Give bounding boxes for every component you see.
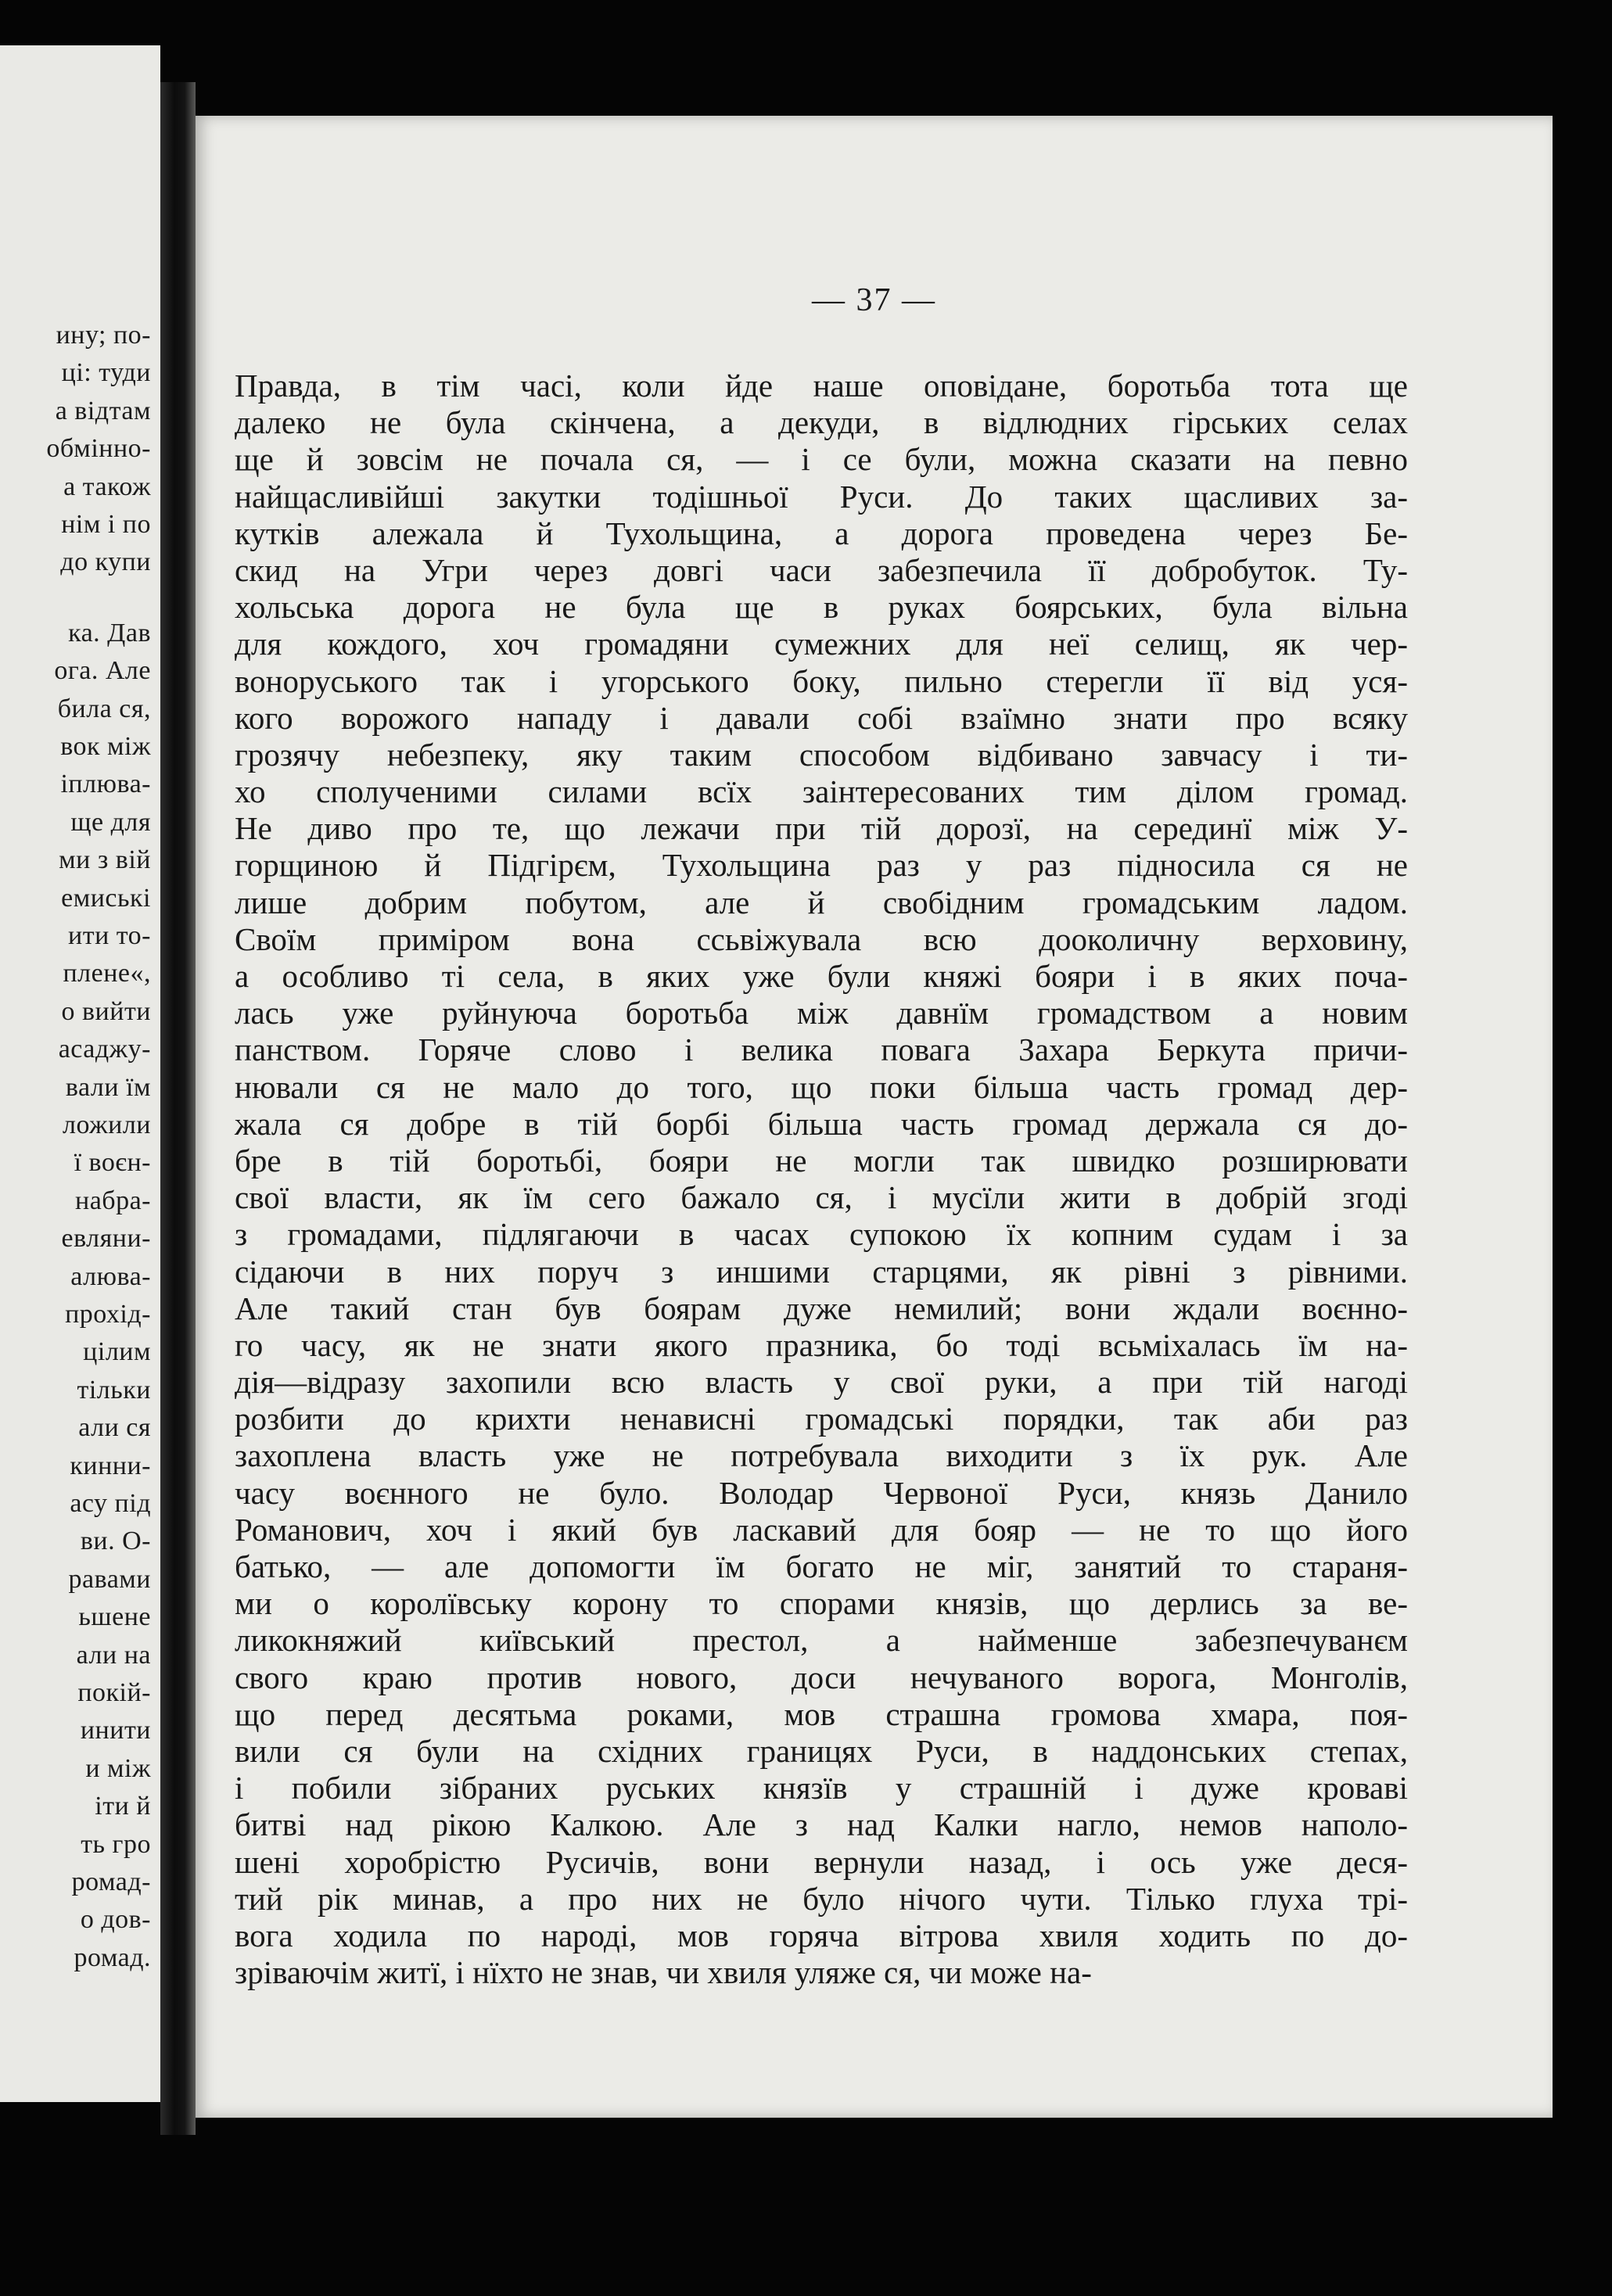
text-line: далеко не була скінчена, а декуди, в відлюдних гірських селах: [235, 404, 1408, 441]
text-line: ще й зовсім не почала ся, — і се були, можна сказати на певно: [235, 441, 1408, 478]
previous-page-line: ложили: [63, 1110, 151, 1139]
previous-page-line: и між: [85, 1753, 151, 1783]
previous-page-line: тільки: [77, 1375, 151, 1405]
text-line: лась уже руйнуюча боротьба між давнїм громадством а новим: [235, 995, 1408, 1031]
previous-page-line: цілим: [83, 1337, 151, 1367]
previous-page-line: ьшене: [78, 1602, 151, 1632]
text-line: хольська дорога не була ще в руках боярських, була вільна: [235, 589, 1408, 626]
previous-page-line: ї воєн-: [74, 1148, 151, 1178]
text-line: Не диво про те, що лежачи при тій дорозї, на серединї між У-: [235, 810, 1408, 847]
previous-page-line: равами: [68, 1564, 151, 1594]
text-line: лише добрим побутом, але й свобідним громадським ладом.: [235, 884, 1408, 920]
previous-page-line: ромад.: [74, 1943, 151, 1972]
previous-page-line: а відтам: [55, 396, 151, 425]
previous-page-line: евляни-: [61, 1224, 151, 1254]
text-line: захоплена власть уже не потребувала виходити з їх рук. Але: [235, 1437, 1408, 1474]
page-number: — 37 —: [812, 282, 936, 318]
text-line: свого краю против нового, доси нечуваного ворога, Монголів,: [235, 1659, 1408, 1695]
previous-page-line: инити: [80, 1716, 151, 1745]
previous-page-line: іплюва-: [60, 770, 151, 799]
previous-page-line: ину; по-: [56, 321, 151, 350]
page-body-text: [235, 368, 1408, 1991]
text-line: Але такий стан був боярам дуже немилий; вони ждали воєнно-: [235, 1290, 1408, 1326]
previous-page-line: ви. О-: [80, 1526, 151, 1556]
text-line: часу воєнного не було. Володар Червоної Руси, князь Данило: [235, 1474, 1408, 1511]
text-line: Своїм приміром вона ссьвіжувала всю дооколичну верховину,: [235, 920, 1408, 957]
previous-page-line: іти й: [95, 1792, 151, 1821]
previous-page-line: до купи: [60, 547, 151, 577]
previous-page-line: о вийти: [61, 996, 151, 1026]
text-line: вога ходила по народі, мов горяча вітрова хвиля ходить по до-: [235, 1917, 1408, 1953]
text-line: з громадами, підлягаючи в часах супокою їх копним судам і за: [235, 1216, 1408, 1253]
text-line: і побили зібраних руських князїв у страшній і дуже кроваві: [235, 1770, 1408, 1806]
text-line: тий рік минав, а про них не було нічого чути. Тілько глуха трі-: [235, 1880, 1408, 1917]
text-line: скид на Угри через довгі часи забезпечила її добробуток. Ту-: [235, 551, 1408, 588]
previous-page-line: ще для: [70, 807, 151, 837]
text-line: що перед десятьма роками, мов страшна громова хмара, поя-: [235, 1695, 1408, 1732]
text-line: дія—відразу захопили всю власть у свої руки, а при тій нагоді: [235, 1364, 1408, 1401]
previous-page-line: била ся,: [57, 694, 151, 723]
text-line: ликокняжий київський престол, а найменше забезпечуванєм: [235, 1622, 1408, 1659]
previous-page-line: ога. Але: [54, 656, 151, 686]
previous-page-line: ть гро: [81, 1829, 151, 1859]
previous-page-line: ці: туди: [61, 358, 151, 388]
previous-page-line: нім і по: [61, 510, 151, 539]
text-line: битві над рікою Калкою. Але з над Калки нагло, немов наполо-: [235, 1806, 1408, 1843]
previous-page-line: вали їм: [65, 1072, 151, 1102]
previous-page-line: асаджу-: [58, 1035, 151, 1064]
text-line: жала ся добре в тій борбі більша часть громад держала ся до-: [235, 1105, 1408, 1142]
previous-page-line: вок між: [60, 732, 151, 761]
previous-page-line: али ся: [78, 1413, 151, 1443]
text-line: Романович, хоч і який був ласкавий для бояр — не то що його: [235, 1511, 1408, 1548]
previous-page-line: о дов-: [80, 1905, 151, 1935]
previous-page-line: али на: [76, 1640, 151, 1670]
previous-page-line: ми з вій: [59, 845, 151, 875]
previous-page-line: асу під: [70, 1489, 151, 1518]
previous-page-line: покій-: [77, 1678, 151, 1707]
text-line: воноруського так і угорського боку, пильно стерегли її від уся-: [235, 662, 1408, 699]
previous-page-line: алюва-: [70, 1261, 151, 1291]
text-line: кутків алежала й Тухольщина, а дорога проведена через Бе-: [235, 515, 1408, 551]
text-line: а особливо ті села, в яких уже були княжі бояри і в яких поча-: [235, 958, 1408, 994]
previous-page-line: ити то-: [68, 921, 151, 950]
text-line: хо сполученими силами всїх заінтересованих тим ділом громад.: [235, 773, 1408, 810]
text-line: шені хоробрістю Русичів, вони вернули назад, і ось уже деся-: [235, 1843, 1408, 1880]
text-line: сідаючи в них поруч з иншими старцями, як рівні з рівними.: [235, 1253, 1408, 1290]
text-line: грозячу небезпеку, яку таким способом відбивано завчасу і ти-: [235, 736, 1408, 773]
previous-page-line: а також: [63, 472, 151, 501]
text-line: го часу, як не знати якого празника, бо тоді всьміхалась їм на-: [235, 1326, 1408, 1363]
text-line: для кождого, хоч громадяни сумежних для неї селищ, як чер-: [235, 626, 1408, 662]
previous-page-line: емиські: [61, 883, 151, 913]
text-line: кого ворожого нападу і давали собі взаїмно знати про всяку: [235, 699, 1408, 736]
text-line: найщасливійші закутки тодішньої Руси. До таких щасливих за-: [235, 478, 1408, 515]
text-line: вили ся були на східних границях Руси, в наддонських степах,: [235, 1732, 1408, 1769]
text-line: бре в тій боротьбі, бояри не могли так швидко розширювати: [235, 1142, 1408, 1178]
previous-page-line: набра-: [75, 1186, 151, 1215]
text-line: ми о королївську корону то спорами князів, що дерлись за ве-: [235, 1585, 1408, 1622]
previous-page-fragment: [0, 45, 160, 2102]
text-line: панством. Горяче слово і велика повага Захара Беркута причи-: [235, 1031, 1408, 1068]
previous-page-line: прохід-: [65, 1300, 151, 1329]
previous-page-line: кинни-: [70, 1451, 151, 1480]
previous-page-line: ромад-: [71, 1867, 151, 1896]
text-line: зріваючім житї, і нїхто не знав, чи хвиля уляже ся, чи може на-: [235, 1954, 1092, 1991]
book-gutter: [160, 82, 196, 2135]
previous-page-line: плене«,: [63, 959, 151, 988]
text-line: горщиною й Підгірєм, Тухольщина раз у раз підносила ся не: [235, 847, 1408, 884]
text-line: свої власти, як їм сего бажало ся, і мусїли жити в добрій згоді: [235, 1179, 1408, 1216]
previous-page-line: обмінно-: [46, 434, 151, 464]
text-line: розбити до крихти ненависні громадські порядки, так аби раз: [235, 1401, 1408, 1437]
text-line: батько, — але допомогти їм богато не міг, занятий то стараня-: [235, 1548, 1408, 1584]
text-line: нювали ся не мало до того, що поки більша часть громад дер-: [235, 1068, 1408, 1105]
text-line: Правда, в тім часі, коли йде наше оповідане, боротьба тота ще: [235, 368, 1408, 404]
previous-page-line: ка. Дав: [68, 618, 151, 648]
